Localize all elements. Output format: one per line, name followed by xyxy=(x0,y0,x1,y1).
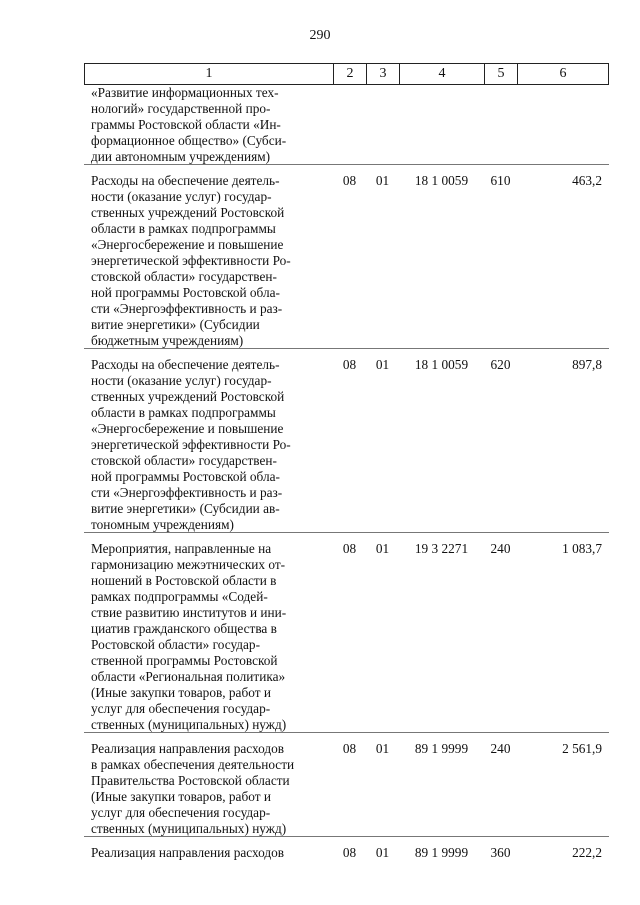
section-code xyxy=(333,85,366,165)
table-row xyxy=(84,85,609,165)
description-line: ственных (муниципальных) нужд) xyxy=(91,821,287,836)
description-line: «Развитие информационных тех- xyxy=(91,85,279,100)
row-description xyxy=(84,837,333,861)
table-row xyxy=(84,837,609,861)
description-line: области «Региональная политика» xyxy=(91,669,286,684)
description-line: ной программы Ростовской обла- xyxy=(91,469,280,484)
description-line: Ростовской области» государ- xyxy=(91,637,261,652)
section-code: 08 xyxy=(342,845,357,860)
description-line: Правительства Ростовской области xyxy=(91,773,290,788)
amount: 897,8 xyxy=(572,357,602,372)
table-row xyxy=(84,733,609,837)
description-line: нологий» государственной про- xyxy=(91,101,271,116)
section-code: 08 xyxy=(342,541,357,556)
description-line: формационное общество» (Субси- xyxy=(91,133,287,148)
amount: 222,2 xyxy=(572,845,602,860)
description-line: циатив гражданского общества в xyxy=(91,621,277,636)
row-description xyxy=(84,533,333,733)
expense-type-code: 620 xyxy=(490,357,511,372)
subsection-code: 01 xyxy=(375,741,390,756)
table-body xyxy=(84,85,609,861)
description-line: стовской области» государствен- xyxy=(91,453,277,468)
expense-type-code: 240 xyxy=(490,541,511,556)
description-line: ной программы Ростовской обла- xyxy=(91,285,280,300)
description-line: Мероприятия, направленные на xyxy=(91,541,272,556)
description-line: ствие развитию институтов и ини- xyxy=(91,605,287,620)
expense-type-code xyxy=(484,85,517,165)
description-line: ности (оказание услуг) государ- xyxy=(91,373,272,388)
expense-type-code: 360 xyxy=(490,845,511,860)
section-code: 08 xyxy=(342,357,357,372)
table-row xyxy=(84,533,609,733)
description-line: области в рамках подпрограммы xyxy=(91,405,276,420)
column-header-4: 4 xyxy=(400,64,485,84)
description-line: «Энергосбережение и повышение xyxy=(91,421,284,436)
table-row xyxy=(84,349,609,533)
description-line: «Энергосбережение и повышение xyxy=(91,237,284,252)
amount: 1 083,7 xyxy=(562,541,602,556)
description-line: Расходы на обеспечение деятель- xyxy=(91,357,280,372)
description-line: граммы Ростовской области «Ин- xyxy=(91,117,281,132)
description-line: стовской области» государствен- xyxy=(91,269,277,284)
description-line: рамках подпрограммы «Содей- xyxy=(91,589,268,604)
column-header-3: 3 xyxy=(367,64,400,84)
description-line: энергетической эффективности Ро- xyxy=(91,437,291,452)
amount: 463,2 xyxy=(572,173,602,188)
section-code: 08 xyxy=(342,173,357,188)
subsection-code: 01 xyxy=(375,541,390,556)
row-description xyxy=(84,733,333,837)
subsection-code: 01 xyxy=(375,173,390,188)
description-line: ственных учреждений Ростовской xyxy=(91,205,285,220)
description-line: услуг для обеспечения государ- xyxy=(91,701,271,716)
description-line: энергетической эффективности Ро- xyxy=(91,253,291,268)
target-article-code xyxy=(399,85,484,165)
amount xyxy=(517,85,607,165)
target-article-code: 89 1 9999 xyxy=(414,845,469,860)
section-code: 08 xyxy=(342,741,357,756)
page-number: 290 xyxy=(309,28,331,43)
description-line: ношений в Ростовской области в xyxy=(91,573,277,588)
description-line: гармонизацию межэтнических от- xyxy=(91,557,286,572)
description-line: Реализация направления расходов xyxy=(91,741,285,756)
column-header-1: 1 xyxy=(85,64,334,84)
expense-type-code: 610 xyxy=(490,173,511,188)
description-line: услуг для обеспечения государ- xyxy=(91,805,271,820)
target-article-code: 18 1 0059 xyxy=(414,357,469,372)
table-header xyxy=(84,63,609,85)
description-line: Реализация направления расходов xyxy=(91,845,285,860)
description-line: (Иные закупки товаров, работ и xyxy=(91,685,271,700)
description-line: Расходы на обеспечение деятель- xyxy=(91,173,280,188)
description-line: сти «Энергоэффективность и раз- xyxy=(91,301,283,316)
subsection-code: 01 xyxy=(375,357,390,372)
target-article-code: 19 3 2271 xyxy=(414,541,469,556)
description-line: бюджетным учреждениям) xyxy=(91,333,244,348)
description-line: витие энергетики» (Субсидии ав- xyxy=(91,501,280,516)
expense-type-code: 240 xyxy=(490,741,511,756)
row-description xyxy=(84,165,333,349)
description-line: витие энергетики» (Субсидии xyxy=(91,317,260,332)
description-line: в рамках обеспечения деятельности xyxy=(91,757,295,772)
subsection-code xyxy=(366,85,399,165)
description-line: области в рамках подпрограммы xyxy=(91,221,276,236)
column-header-6: 6 xyxy=(559,66,567,81)
target-article-code: 18 1 0059 xyxy=(414,173,469,188)
description-line: ственных учреждений Ростовской xyxy=(91,389,285,404)
description-line: тономным учреждениям) xyxy=(91,517,234,532)
description-line: дии автономным учреждениям) xyxy=(91,149,271,164)
column-header-2: 2 xyxy=(334,64,367,84)
description-line: ственной программы Ростовской xyxy=(91,653,278,668)
description-line: (Иные закупки товаров, работ и xyxy=(91,789,271,804)
description-line: ности (оказание услуг) государ- xyxy=(91,189,272,204)
description-line: ственных (муниципальных) нужд) xyxy=(91,717,287,732)
subsection-code: 01 xyxy=(375,845,390,860)
target-article-code: 89 1 9999 xyxy=(414,741,469,756)
description-line: сти «Энергоэффективность и раз- xyxy=(91,485,283,500)
row-description xyxy=(84,349,333,533)
column-header-5: 5 xyxy=(485,64,518,84)
table-row xyxy=(84,165,609,349)
amount: 2 561,9 xyxy=(562,741,602,756)
row-description xyxy=(84,85,333,165)
